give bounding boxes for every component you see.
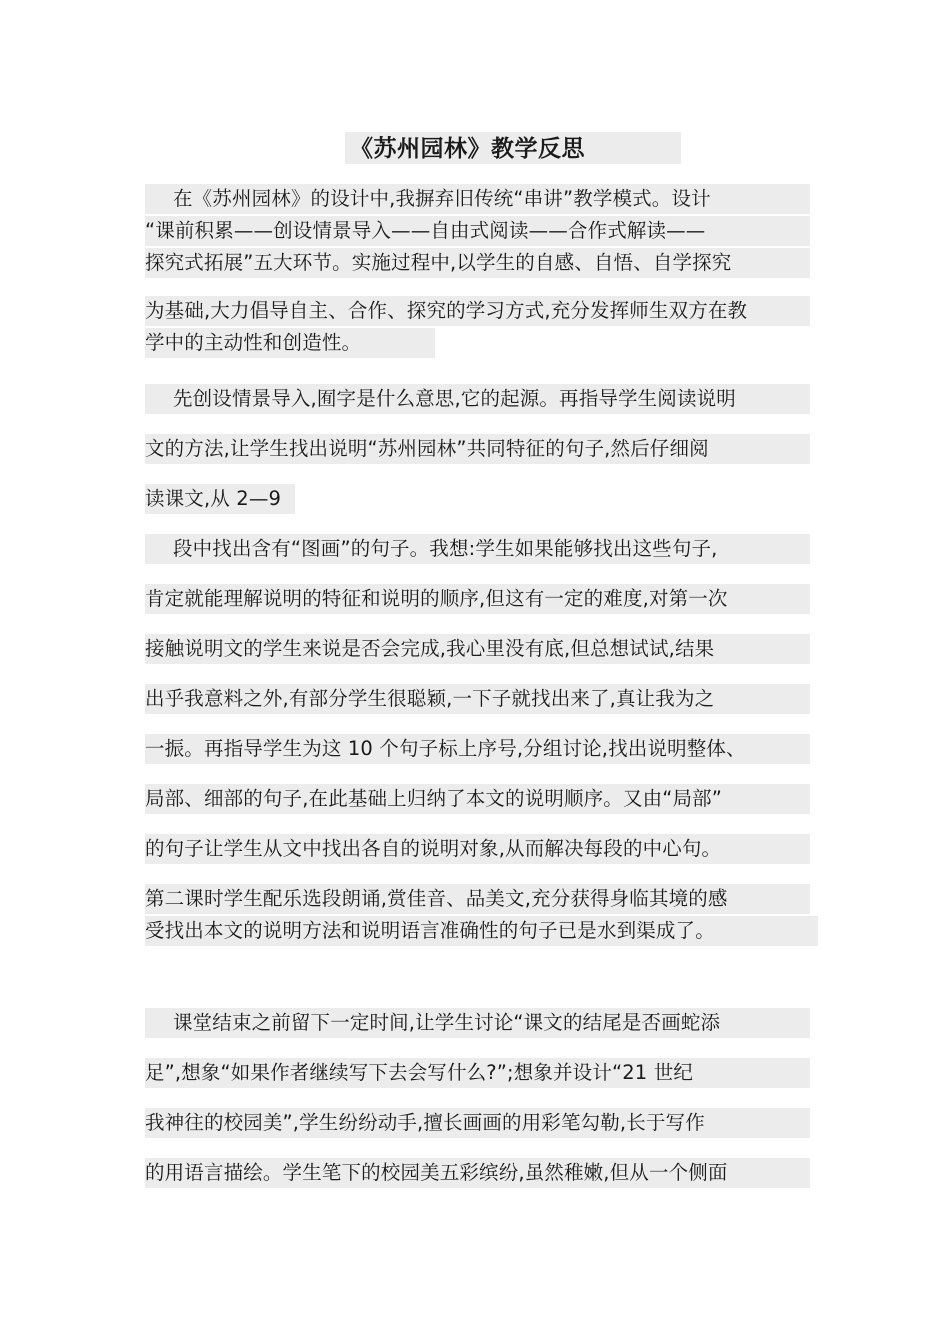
- text-line: 的句子让学生从文中找出各自的说明对象,从而解决每段的中心句。: [145, 834, 810, 864]
- text-line: 文的方法,让学生找出说明“苏州园林”共同特征的句子,然后仔细阅: [145, 434, 810, 464]
- text-line: 在《苏州园林》的设计中,我摒弃旧传统“串讲”教学模式。设计: [145, 184, 810, 214]
- text-line: 第二课时学生配乐选段朗诵,赏佳音、品美文,充分获得身临其境的感: [145, 884, 810, 914]
- text-line: 一振。再指导学生为这 10 个句子标上序号,分组讨论,找出说明整体、: [145, 734, 810, 764]
- paragraph-2: [145, 384, 810, 514]
- page-title: 《苏州园林》教学反思: [350, 136, 585, 162]
- paragraph-4: [145, 1008, 810, 1188]
- text-line: 的用语言描绘。学生笔下的校园美五彩缤纷,虽然稚嫩,但从一个侧面: [145, 1158, 810, 1188]
- text-line: 学中的主动性和创造性。: [145, 328, 435, 358]
- text-line: 探究式拓展”五大环节。实施过程中,以学生的自感、自悟、自学探究: [145, 248, 810, 278]
- text-line: 足”,想象“如果作者继续写下去会写什么?”;想象并设计“21 世纪: [145, 1058, 810, 1088]
- text-line: 出乎我意料之外,有部分学生很聪颖,一下子就找出来了,真让我为之: [145, 684, 810, 714]
- text-line: 先创设情景导入,囿字是什么意思,它的起源。再指导学生阅读说明: [145, 384, 810, 414]
- text-line: 局部、细部的句子,在此基础上归纳了本文的说明顺序。又由“局部”: [145, 784, 810, 814]
- text-line: 接触说明文的学生来说是否会完成,我心里没有底,但总想试试,结果: [145, 634, 810, 664]
- text-line: “课前积累——创设情景导入——自由式阅读——合作式解读——: [145, 216, 810, 246]
- text-line: 受找出本文的说明方法和说明语言准确性的句子已是水到渠成了。: [145, 916, 818, 946]
- paragraph-3: [145, 534, 810, 946]
- text-line: 肯定就能理解说明的特征和说明的顺序,但这有一定的难度,对第一次: [145, 584, 810, 614]
- text-line: 我神往的校园美”,学生纷纷动手,擅长画画的用彩笔勾勒,长于写作: [145, 1108, 810, 1138]
- text-line: 段中找出含有“图画”的句子。我想:学生如果能够找出这些句子,: [145, 534, 810, 564]
- paragraph-1: [145, 184, 810, 358]
- text-line: 读课文,从 2—9: [145, 484, 295, 514]
- text-line: 课堂结束之前留下一定时间,让学生讨论“课文的结尾是否画蛇添: [145, 1008, 810, 1038]
- text-line: 为基础,大力倡导自主、合作、探究的学习方式,充分发挥师生双方在教: [145, 296, 810, 326]
